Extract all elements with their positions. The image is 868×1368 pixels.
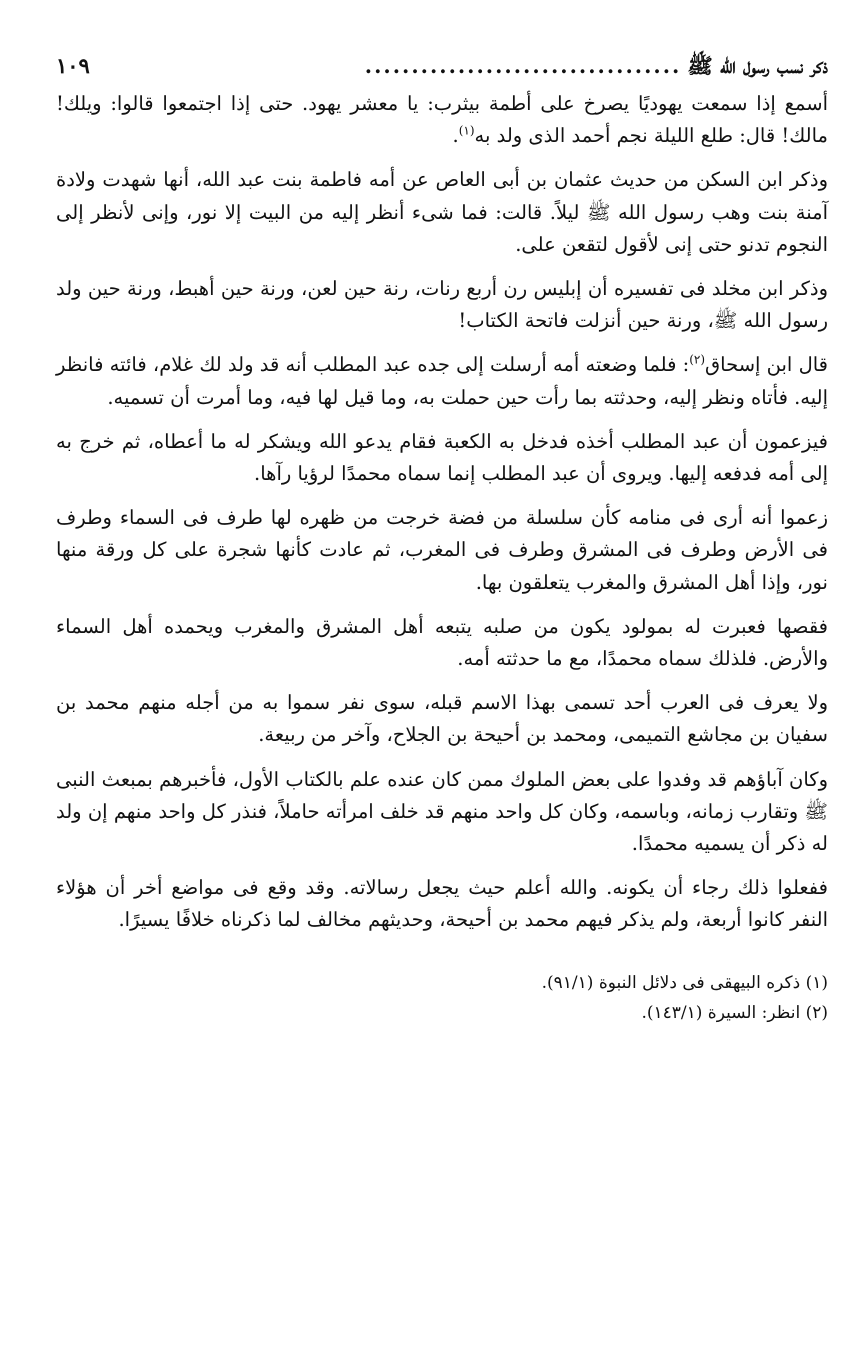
paragraph-1: أسمع إذا سمعت يهوديًا يصرخ على أطمة بيثرب: يا معشر يهود. حتى إذا اجتمعوا قالوا: ويلك! مالك! قال: طلع الليلة نجم أحمد الذى ولد به$^{(١)}$. [56, 92, 828, 148]
footnote-ref-2[interactable]: (٢) [689, 352, 706, 367]
paragraph-10: ففعلوا ذلك رجاء أن يكونه. والله أعلم حيث يجعل رسالاته. وقد وقع فى مواضع أخر أن هؤلاء النفر كانوا أربعة، ولم يذكر فيهم محمد بن أحيحة، وحديثهم مخالف لما ذكرناه خلافًا يسيرًا. [56, 876, 828, 932]
paragraph-7: فقصها فعبرت له بمولود يكون من صلبه يتبعه أهل المشرق والمغرب ويحمده أهل السماء والأرض. فلذلك سماه محمدًا، مع ما حدثته أمه. [56, 614, 828, 671]
leader-dots: .................................. [364, 53, 682, 78]
main-text [56, 88, 828, 937]
paragraph-3: وذكر ابن مخلد فى تفسيره أن إبليس رن أربع رنات، رنة حين لعن، ورنة حين أهبط، ورنة حين ولد رسول الله ﷺ، ورنة حين أنزلت فاتحة الكتاب! [56, 277, 828, 333]
paragraph-9: وكان آباؤهم قد وفدوا على بعض الملوك ممن كان عنده علم بالكتاب الأول، فأخبرهم بمبعث النبى ﷺ وتقارب زمانه، وباسمه، وكان كل واحد منهم قد خلف امرأته حاملاً، فنذر كل واحد منهم إن ولد له ذكر أن يسميه محمدًا. [56, 767, 828, 856]
running-header [56, 48, 828, 84]
paragraph-2: وذكر ابن السكن من حديث عثمان بن أبى العاص عن أمه فاطمة بنت عبد الله، أنها شهدت ولادة آمنة بنت وهب رسول الله ﷺ ليلاً. قالت: فما شىء أنظر إليه من البيت إلا نور، وإنى لأنظر إلى النجوم تدنو حتى إنى لأقول لتقعن على. [56, 168, 828, 256]
footnote-1: (١) ذكره البيهقى فى دلائل النبوة (٩١/١). [541, 972, 828, 993]
book-page [56, 48, 828, 1028]
footnotes [56, 968, 828, 1028]
page-number: ١٠٩ [56, 53, 90, 78]
paragraph-4: قال ابن إسحاق$^{(٢)}$: فلما وضعته أمه أرسلت إلى جده عبد المطلب أنه قد ولد لك غلام، فائته فانظر إليه. فأتاه ونظر إليه، وحدثته بما رأت حين حملت به، وما قيل لها فيه، وما أمرت أن تسميه. [56, 352, 828, 409]
paragraph-8: ولا يعرف فى العرب أحد تسمى بهذا الاسم قبله، سوى نفر سموا به من أجله منهم محمد بن سفيان بن مجاشع التميمى، ومحمد بن أحيحة بن الجلاح، وآخر من ربيعة. [56, 691, 828, 747]
chapter-title: ذكر نسب رسول الله ﷺ [687, 53, 828, 78]
footnote-2: (٢) انظر: السيرة (١٤٣/١). [641, 1002, 828, 1023]
footnote-ref-1[interactable]: (١) [458, 123, 475, 138]
paragraph-6: زعموا أنه أرى فى منامه كأن سلسلة من فضة خرجت من ظهره لها طرف فى السماء وطرف فى الأرض وطرف فى المشرق وطرف فى المغرب، ثم عادت كأنها شجرة على كل ورقة منها نور، وإذا أهل المشرق والمغرب يتعلقون بها. [56, 506, 828, 594]
paragraph-5: فيزعمون أن عبد المطلب أخذه فدخل به الكعبة فقام يدعو الله ويشكر له ما أعطاه، ثم خرج به إلى أمه فدفعه إليها. ويروى أن عبد المطلب إنما سماه محمدًا لرؤيا رآها. [56, 429, 828, 486]
